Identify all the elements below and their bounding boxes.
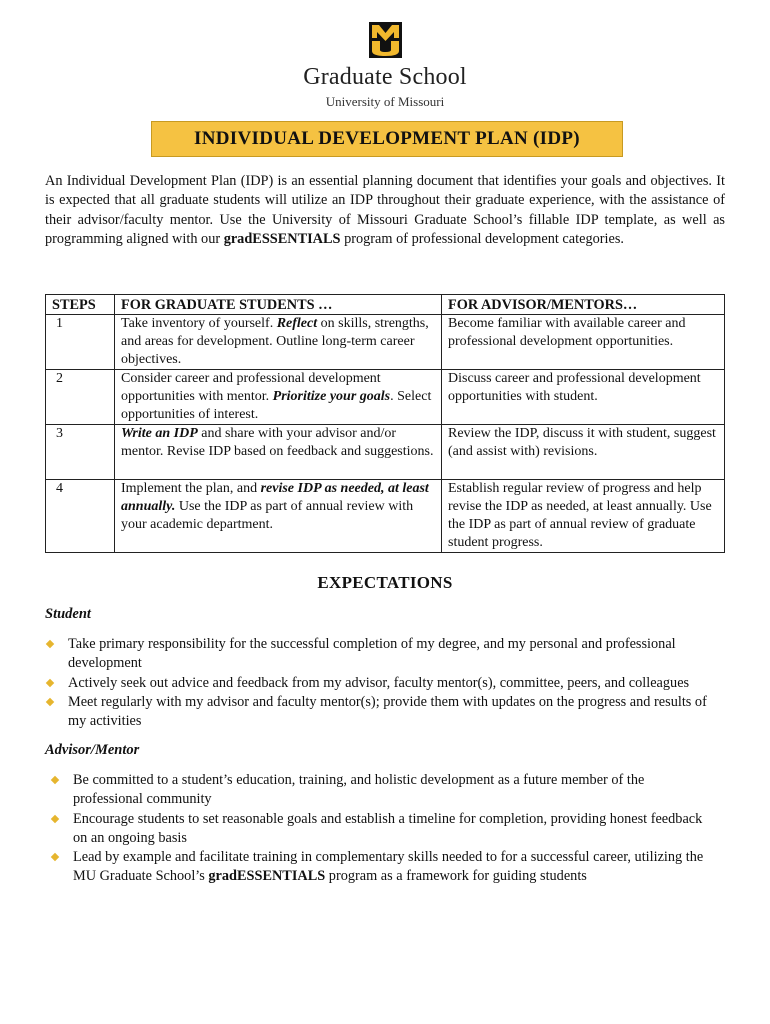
advisor-cell: Review the IDP, discuss it with student, suggest (and assist with) revisions. — [442, 425, 725, 480]
diamond-bullet-icon — [46, 678, 54, 686]
student-cell — [115, 315, 442, 370]
cell-text: and share with your advisor and/or mentor. Revise IDP based on feedback and suggestions. — [121, 426, 434, 459]
advisor-cell: Become familiar with available career and professional development opportunities. — [442, 315, 725, 370]
header-steps: STEPS — [46, 295, 115, 315]
diamond-bullet-icon — [51, 814, 59, 822]
student-expectations-list — [45, 635, 725, 731]
list-item-text: Take primary responsibility for the successful completion of my degree, and my personal and professional development — [68, 636, 676, 672]
intro-paragraph — [45, 172, 725, 249]
mu-logo — [369, 22, 402, 58]
diamond-bullet-icon — [51, 776, 59, 784]
list-item-text: Encourage students to set reasonable goals and establish a timeline for completion, providing honest feedback on an ongoing basis — [73, 810, 703, 846]
diamond-bullet-icon — [51, 853, 59, 861]
list-item — [45, 635, 725, 674]
step-number: 1 — [46, 315, 115, 370]
header-students: FOR GRADUATE STUDENTS … — [115, 295, 442, 315]
step-number: 3 — [46, 425, 115, 480]
list-item-text: Be committed to a student’s education, training, and holistic development as a future member of the professional community — [73, 772, 645, 808]
list-item-text-end: program as a framework for guiding students — [325, 868, 587, 885]
list-item — [45, 771, 705, 810]
advisor-heading: Advisor/Mentor — [45, 742, 140, 758]
cell-text: Implement the plan, and — [121, 481, 261, 496]
diamond-bullet-icon — [46, 640, 54, 648]
table-row — [46, 480, 725, 553]
advisor-expectations-list — [45, 771, 705, 887]
step-number: 2 — [46, 370, 115, 425]
list-item-text: Actively seek out advice and feedback from my advisor, faculty mentor(s), committee, peers, and colleagues — [68, 674, 690, 691]
header-advisors: FOR ADVISOR/MENTORS… — [442, 295, 725, 315]
cell-emphasis: Prioritize your goals — [272, 389, 391, 404]
list-item-text: Meet regularly with my advisor and faculty mentor(s); provide them with updates on the progress and results of my activities — [68, 693, 707, 730]
list-item — [45, 848, 705, 887]
student-cell — [115, 480, 442, 553]
org-subtitle: University of Missouri — [325, 94, 445, 109]
cell-emphasis: Reflect — [276, 316, 318, 331]
advisor-cell: Establish regular review of progress and help revise the IDP as needed, at least annually. Use the IDP as part of annual review of graduate student progress. — [442, 480, 725, 553]
cell-text: Use the IDP as part of annual review with your academic department. — [121, 499, 414, 532]
diamond-bullet-icon — [46, 698, 54, 706]
intro-text-end: program of professional development categories. — [340, 230, 624, 247]
table-header-row — [46, 295, 725, 315]
student-cell — [115, 370, 442, 425]
list-item — [45, 693, 725, 732]
table-row — [46, 315, 725, 370]
table-row — [46, 425, 725, 480]
cell-text: Take inventory of yourself. — [121, 316, 277, 331]
table-row — [46, 370, 725, 425]
brand-name: gradESSENTIALS — [223, 230, 341, 247]
list-item — [45, 810, 705, 849]
idp-steps-table — [45, 294, 725, 553]
cell-text: . Select opportunities of interest. — [121, 389, 432, 422]
list-item-text: Lead by example and facilitate training in complementary skills needed to for a successful career, utilizing the MU Graduate School’s — [73, 849, 704, 885]
student-heading: Student — [45, 606, 91, 622]
expectations-title: EXPECTATIONS — [317, 573, 453, 592]
org-name: Graduate School — [303, 64, 467, 90]
list-item — [45, 674, 725, 693]
page-title: INDIVIDUAL DEVELOPMENT PLAN (IDP) — [151, 121, 623, 157]
advisor-cell: Discuss career and professional development opportunities with student. — [442, 370, 725, 425]
intro-text: An Individual Development Plan (IDP) is an essential planning document that identifies your goals and objectives. It is expected that all graduate students will utilize an IDP throughout their graduate experience, with the assistance of their advisor/faculty mentor. Use the University of Missouri Graduate School’s fillable IDP template, as well as programming aligned with our — [45, 173, 725, 247]
cell-emphasis: Write an IDP — [121, 426, 198, 441]
student-cell — [115, 425, 442, 480]
cell-text: Consider career and professional development opportunities with mentor. — [121, 371, 381, 404]
cell-emphasis: revise IDP as needed, at least annually. — [121, 481, 429, 514]
step-number: 4 — [46, 480, 115, 553]
cell-text: on skills, strengths, and areas for development. Outline long-term career objectives. — [121, 316, 429, 367]
brand-name: gradESSENTIALS — [208, 868, 326, 885]
